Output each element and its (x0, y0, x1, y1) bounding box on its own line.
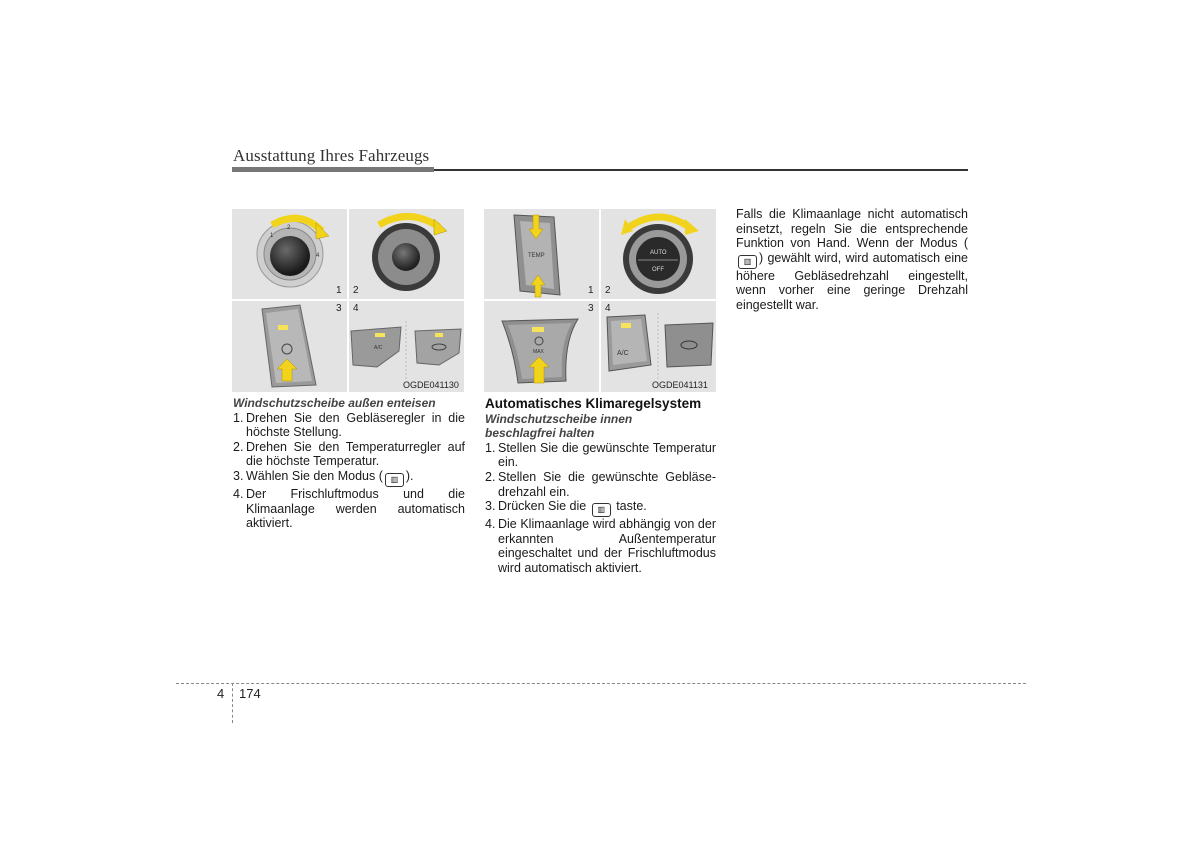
figure-right (484, 209, 716, 392)
right-column (736, 207, 968, 313)
panel-number: 3 (336, 303, 342, 314)
panel-number: 1 (588, 285, 594, 296)
max-label: MAX (533, 349, 544, 355)
ac-label: A/C (374, 345, 383, 351)
svg-text:2: 2 (287, 225, 291, 231)
figure-left (232, 209, 464, 392)
defrost-icon: ▥ (592, 503, 611, 517)
footer-divider (232, 683, 233, 723)
panel-number: 4 (605, 303, 611, 314)
auto-knob-illustration (601, 209, 716, 299)
panel-number: 3 (588, 303, 594, 314)
ac-label: A/C (617, 350, 629, 357)
svg-text:4: 4 (316, 253, 320, 259)
figure-right-panel-3 (484, 301, 599, 392)
list-item: 3. Drücken Sie die ▥ taste. (485, 499, 716, 517)
middle-column (485, 397, 716, 576)
auto-label: AUTO (650, 250, 667, 256)
instruction-list (485, 441, 716, 576)
list-item: 3. Wählen Sie den Modus ( ▥ ). (233, 469, 465, 487)
list-item: 1. Stellen Sie die gewünschte Temperatur ein. (485, 440, 716, 470)
figure-left-panel-2 (349, 209, 464, 299)
list-item: 2. Drehen Sie den Temperaturregler auf die höchste Temperatur. (233, 439, 465, 469)
instruction-list (233, 411, 465, 531)
page-number: 174 (239, 686, 261, 701)
panel-number: 2 (605, 285, 611, 296)
paragraph-text: Falls die Klimaanlage nicht automatisch einsetzt, regeln Sie die entsprechende Funktion von Hand. Wenn der Modus ( (736, 207, 968, 251)
ac-recirc-illustration (601, 301, 716, 392)
paragraph-text: ) gewählt wird, wird automatisch eine höhere Gebläsedrehzahl eingestellt, wenn vorher eine geringe Drehzahl eingestellt war. (736, 250, 968, 312)
panel-number: 2 (353, 285, 359, 296)
list-item: 4. Die Klimaanlage wird abhängig von der erkannten Außentemperatur eingeschaltet und der Frischluftmodus wird automatisch aktiviert. (485, 517, 716, 575)
max-defrost-illustration (484, 301, 599, 392)
temp-switch-illustration (484, 209, 599, 299)
page-title: Ausstattung Ihres Fahrzeugs (233, 146, 430, 165)
chapter-number: 4 (217, 686, 225, 701)
figure-right-panel-1 (484, 209, 599, 299)
figure-code: OGDE041131 (652, 380, 708, 390)
header-rule (434, 169, 968, 171)
figure-right-panel-2 (601, 209, 716, 299)
list-item: 4. Der Frischluftmodus und die Klimaanlage werden automatisch aktiviert. (233, 486, 465, 531)
footer-rule (176, 683, 1026, 684)
section-subheading: Windschutzscheibe innen beschlagfrei halten (485, 411, 633, 441)
figure-left-panel-3 (232, 301, 347, 392)
list-item: 2. Stellen Sie die gewünschte Gebläse-drehzahl ein. (485, 469, 716, 499)
ac-button-illustration (349, 301, 464, 392)
defrost-icon: ▥ (385, 473, 404, 487)
temp-label: TEMP (528, 253, 545, 259)
header-bar (232, 167, 434, 172)
defrost-icon: ▥ (738, 255, 757, 269)
temp-knob-illustration (349, 209, 464, 299)
fan-knob-illustration (232, 209, 347, 299)
left-column (233, 396, 465, 531)
panel-number: 1 (336, 285, 342, 296)
figure-code: OGDE041130 (403, 380, 459, 390)
panel-number: 4 (353, 303, 359, 314)
section-subheading: Windschutzscheibe außen enteisen (233, 396, 436, 410)
figure-right-panel-4 (601, 301, 716, 392)
off-label: OFF (652, 267, 664, 273)
figure-left-panel-1 (232, 209, 347, 299)
list-item: 1. Drehen Sie den Gebläseregler in die höchste Stellung. (233, 410, 465, 440)
figure-left-panel-4 (349, 301, 464, 392)
svg-text:1: 1 (270, 233, 274, 239)
section-heading: Automatisches Klimaregelsystem (485, 396, 702, 411)
defrost-button-illustration (232, 301, 347, 392)
